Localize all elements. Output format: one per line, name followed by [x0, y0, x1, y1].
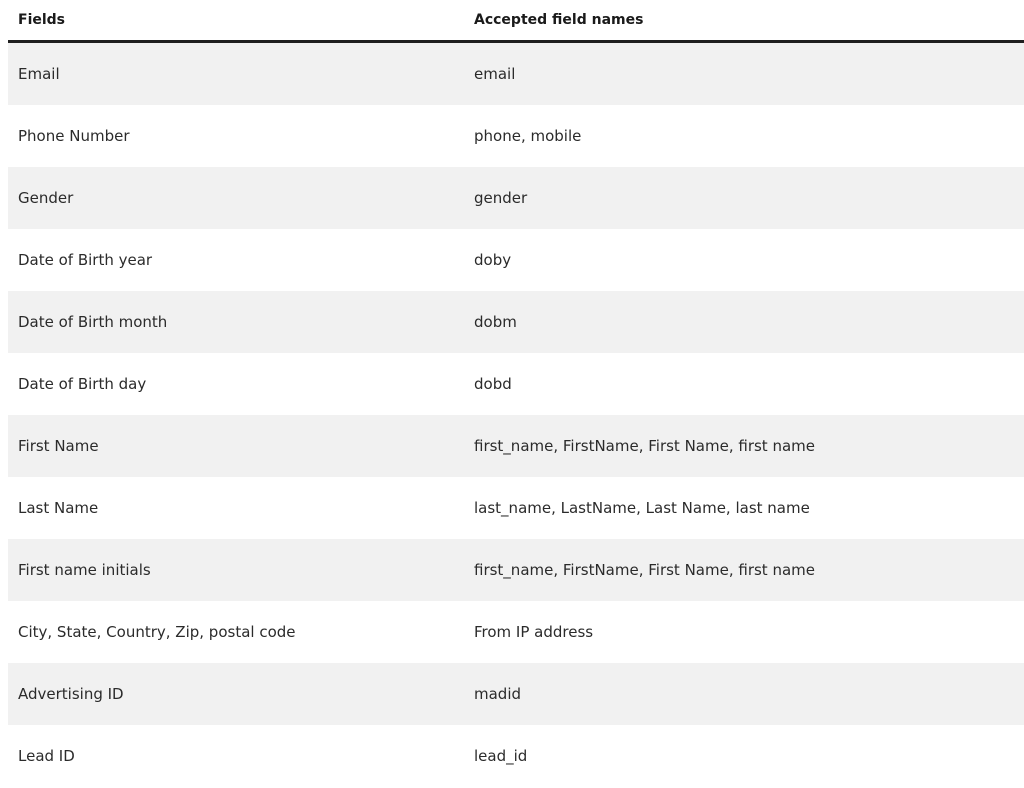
accepted-names-cell: email — [464, 42, 1024, 106]
accepted-names-cell: dobm — [464, 291, 1024, 353]
table-body — [8, 42, 1024, 788]
table-row — [8, 725, 1024, 787]
table-row — [8, 105, 1024, 167]
field-cell: First Name — [8, 415, 464, 477]
field-cell: Gender — [8, 167, 464, 229]
field-mapping-table-container — [8, 0, 1024, 787]
field-cell: Last Name — [8, 477, 464, 539]
table-row — [8, 167, 1024, 229]
accepted-names-cell: phone, mobile — [464, 105, 1024, 167]
field-cell: City, State, Country, Zip, postal code — [8, 601, 464, 663]
table-row — [8, 415, 1024, 477]
field-cell: Lead ID — [8, 725, 464, 787]
accepted-names-cell: lead_id — [464, 725, 1024, 787]
accepted-names-cell: madid — [464, 663, 1024, 725]
table-row — [8, 229, 1024, 291]
accepted-names-cell: dobd — [464, 353, 1024, 415]
accepted-names-cell: doby — [464, 229, 1024, 291]
accepted-names-cell: first_name, FirstName, First Name, first name — [464, 539, 1024, 601]
table-row — [8, 539, 1024, 601]
table-row — [8, 477, 1024, 539]
field-cell: First name initials — [8, 539, 464, 601]
field-cell: Date of Birth month — [8, 291, 464, 353]
table-row — [8, 42, 1024, 106]
field-cell: Advertising ID — [8, 663, 464, 725]
field-cell: Date of Birth year — [8, 229, 464, 291]
field-cell: Phone Number — [8, 105, 464, 167]
accepted-names-cell: From IP address — [464, 601, 1024, 663]
field-cell: Email — [8, 42, 464, 106]
table-row — [8, 353, 1024, 415]
header-row — [8, 0, 1024, 42]
table-header — [8, 0, 1024, 42]
accepted-names-cell: last_name, LastName, Last Name, last name — [464, 477, 1024, 539]
table-row — [8, 291, 1024, 353]
field-mapping-table — [8, 0, 1024, 787]
header-accepted-field-names: Accepted field names — [464, 0, 1024, 42]
table-row — [8, 663, 1024, 725]
accepted-names-cell: gender — [464, 167, 1024, 229]
field-cell: Date of Birth day — [8, 353, 464, 415]
table-row — [8, 601, 1024, 663]
accepted-names-cell: first_name, FirstName, First Name, first name — [464, 415, 1024, 477]
header-fields: Fields — [8, 0, 464, 42]
